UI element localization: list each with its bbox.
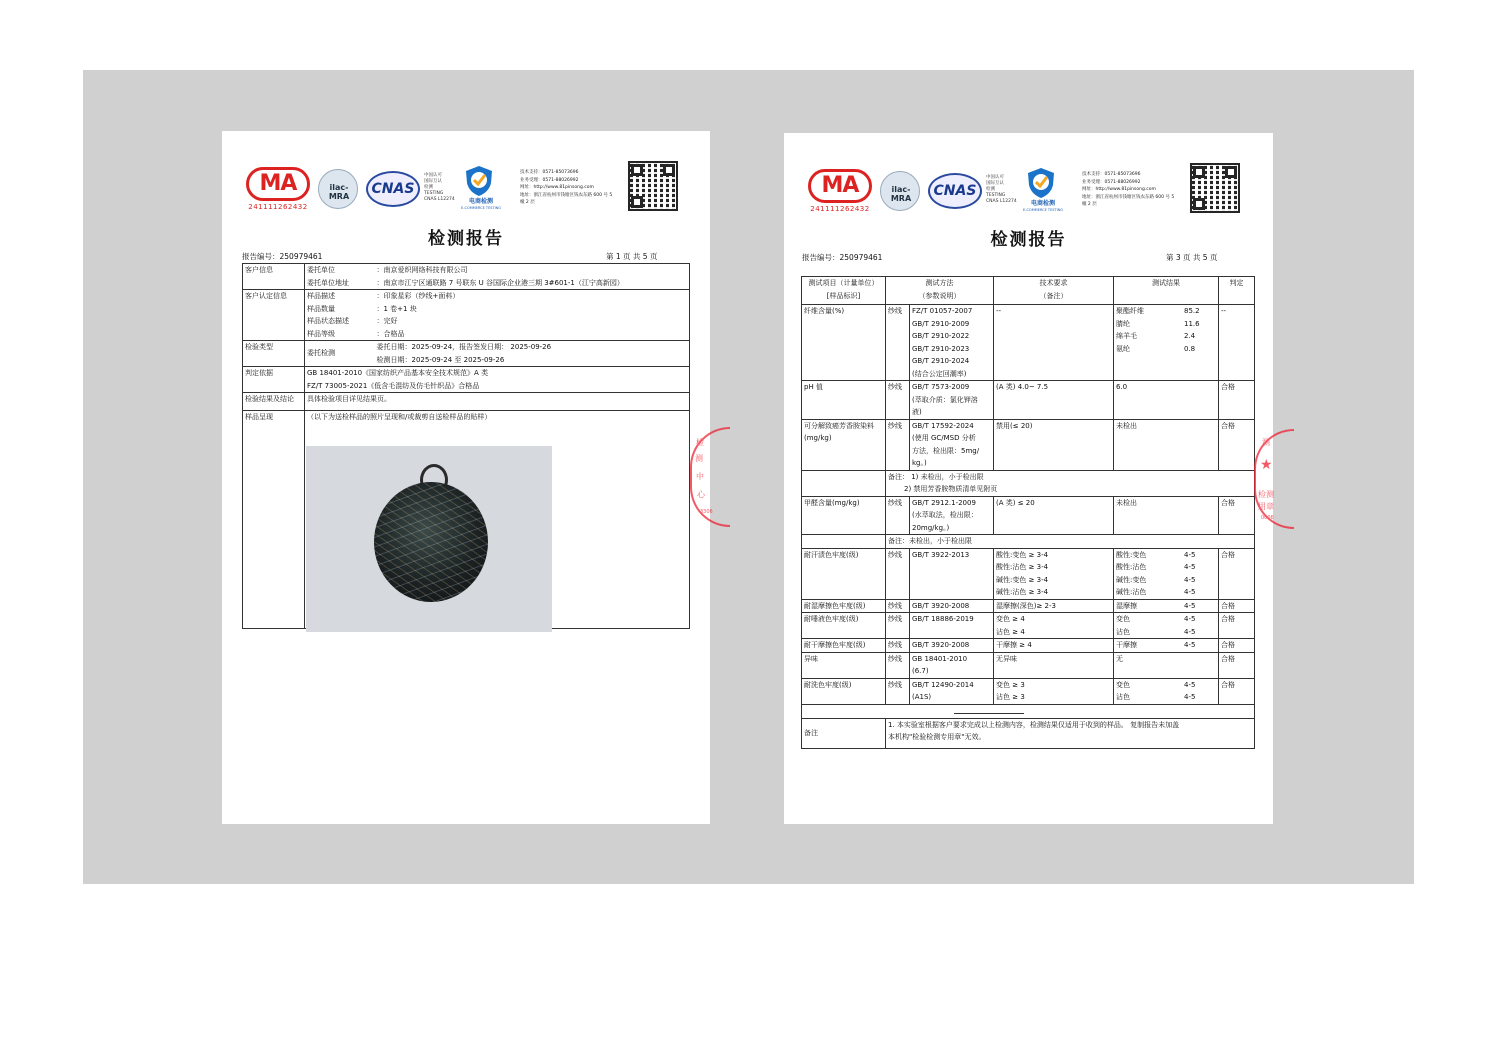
cnas-caption: 中国认可 国际互认 检测 TESTING CNAS L12274 [424,173,455,202]
test-result: 未检出 [1114,496,1219,535]
sample-id: 纱线 [886,548,910,599]
qr-code [1190,163,1240,213]
ecommerce-caption: 电商检测 E-COMMERCE TESTING [1022,200,1064,212]
cnas-logo: CNAS [928,173,982,209]
cma-logo: MA 241111262432 [246,167,310,215]
test-method: GB/T 7573-2009 (萃取介质：氯化钾溶 液) [910,381,994,420]
test-method: GB/T 18886-2019 [910,613,994,639]
test-item: 耐唾液色牢度(级) [802,613,886,639]
requirement: -- [994,305,1114,381]
test-item: 异味 [802,652,886,678]
test-method: GB/T 17592-2024 (使用 GC/MSD 分析 方法，检出限：5mg/ kg。) [910,419,994,470]
inspection-seal: 检 测 中 心 3306 [690,427,730,527]
sample-id: 纱线 [886,496,910,535]
client-info-table: 客户信息 委托单位 ：南京爱织网络科技有限公司 委托单位地址 ：南京市江宁区通联路 7 号联东 U 谷国际企业港三期 3#601-1（江宁高新园） 客户认定信息 样品描述 ：印象星彩（纱线+面料） 样品数量 ：1 卷+1 块 样品状态描述 ：完好 样品等级 ：合格品 检验类型 委托检测 委托日期：2025-09-24，报告签发日期： 2025-09-26 检测日期：2025-09-24 至 2025-09-26 判定依据 GB 18401-2010《国家纺织产品基本安全技术规范》A 类 FZ/T 73005-2021《低含毛混纺及仿毛针织品》合格品 检验结果及结论 具体检验项目详见结果页。 样品呈现 （以下为送检样品的照片呈现和/或裁剪自送检样品的贴样） [242,263,690,629]
requirement: 变色 ≥ 3 沾色 ≥ 3 [994,678,1114,704]
verdict: -- [1219,305,1255,381]
ecommerce-shield-icon [464,165,494,197]
test-item: 甲醛含量(mg/kg) [802,496,886,535]
result-row [802,678,1255,704]
result-row [802,548,1255,599]
result-row [802,613,1255,639]
cnas-logo: CNAS [366,171,420,207]
verdict: 合格 [1219,381,1255,420]
result-row [802,381,1255,420]
test-result: 无 [1114,652,1219,678]
report-number: 报告编号：250979461 [802,253,883,262]
inspection-seal: 测 ★ 检测 用章 0006 [1254,429,1294,529]
report-page-3 [784,133,1273,824]
test-method: GB/T 3920-2008 [910,639,994,653]
test-result: 变色 4-5 沾色 4-5 [1114,613,1219,639]
test-result: 变色 4-5 沾色 4-5 [1114,678,1219,704]
page-number: 第 3 页 共 5 页 [1166,253,1218,262]
requirement: 酸性:变色 ≥ 3-4 酸性:沾色 ≥ 3-4 碱性:变色 ≥ 3-4 碱性:沾色 ≥ 3-4 [994,548,1114,599]
test-result: 湿摩擦 4-5 [1114,599,1219,613]
result-row [802,419,1255,470]
report-page-1 [222,131,713,824]
ecommerce-caption: 电商检测 E-COMMERCE TESTING [460,198,502,210]
verdict: 合格 [1219,419,1255,470]
result-row [802,305,1255,381]
test-result: 酸性:变色 4-5 酸性:沾色 4-5 碱性:变色 4-5 碱性:沾色 4-5 [1114,548,1219,599]
sample-id: 纱线 [886,652,910,678]
test-item: 耐干摩擦色牢度(级) [802,639,886,653]
verdict: 合格 [1219,548,1255,599]
qr-code [628,161,678,211]
test-item: pH 值 [802,381,886,420]
header-logos [222,131,710,221]
sample-id: 纱线 [886,613,910,639]
sample-id: 纱线 [886,639,910,653]
requirement: 无异味 [994,652,1114,678]
sample-id: 纱线 [886,381,910,420]
test-item: 耐汗渍色牢度(级) [802,548,886,599]
result-row [802,496,1255,535]
cell-label: 客户信息 [243,264,305,290]
sample-id: 纱线 [886,419,910,470]
requirement: 禁用(≤ 20) [994,419,1114,470]
test-method: FZ/T 01057-2007 GB/T 2910-2009 GB/T 2910-2022 GB/T 2910-2023 GB/T 2910-2024 (结合公定回潮率) [910,305,994,381]
test-result: 聚酯纤维 85.2 腈纶 11.6 绵羊毛 2.4 氨纶 0.8 [1114,305,1219,381]
test-item: 纤维含量(%) [802,305,886,381]
result-row [802,639,1255,653]
requirement: (A 类) 4.0~ 7.5 [994,381,1114,420]
verdict: 合格 [1219,613,1255,639]
ilac-mra-logo: ilac-MRA [318,169,358,209]
test-method: GB/T 3922-2013 [910,548,994,599]
test-result: 干摩擦 4-5 [1114,639,1219,653]
page-number: 第 1 页 共 5 页 [606,252,658,261]
verdict: 合格 [1219,678,1255,704]
verdict: 合格 [1219,496,1255,535]
test-method: GB/T 3920-2008 [910,599,994,613]
verdict: 合格 [1219,639,1255,653]
verdict: 合格 [1219,599,1255,613]
test-item: 耐湿摩擦色牢度(级) [802,599,886,613]
requirement: 湿摩擦(深色)≥ 2-3 [994,599,1114,613]
remark-label: 备注 [802,718,886,748]
result-row [802,599,1255,613]
test-method: GB/T 12490-2014 (A1S) [910,678,994,704]
test-item: 耐洗色牢度(级) [802,678,886,704]
cnas-caption: 中国认可 国际互认 检测 TESTING CNAS L12274 [986,175,1017,204]
requirement: 干摩擦 ≥ 4 [994,639,1114,653]
test-item: 可分解致癌芳香胺染料(mg/kg) [802,419,886,470]
report-number: 报告编号：250979461 [242,252,323,261]
test-method: GB/T 2912.1-2009 (水萃取法，检出限： 20mg/kg。) [910,496,994,535]
ecommerce-shield-icon [1026,167,1056,199]
report-title: 检测报告 [990,230,1067,250]
sample-id: 纱线 [886,678,910,704]
ilac-mra-logo: ilac-MRA [880,171,920,211]
test-method: GB 18401-2010 (6.7) [910,652,994,678]
contact-info: 技术支持：0571-85073696 业务受理：0571-88026992 网址：http://www.81pinsong.com 地址：浙江省杭州市钱塘区钱农东路 600 号 5 幢 2 层 [520,170,613,205]
header-logos [784,133,1273,223]
test-result: 6.0 [1114,381,1219,420]
sample-id: 纱线 [886,599,910,613]
cma-logo: MA 241111262432 [808,169,872,217]
contact-info: 技术支持：0571-85073696 业务受理：0571-88026992 网址：http://www.81pinsong.com 地址：浙江省杭州市钱塘区钱农东路 600 号 5 幢 2 层 [1082,172,1175,207]
result-row [802,652,1255,678]
note-row: 备注： 1) 未检出，小于检出限 2) 禁用芳香胺物质清单见附页 [802,470,1255,496]
verdict: 合格 [1219,652,1255,678]
report-title: 检测报告 [428,229,504,249]
note-row: 备注：未检出，小于检出限 [802,535,1255,549]
sample-photo [306,446,552,632]
sample-id: 纱线 [886,305,910,381]
results-table: 测试项目（计量单位） [样品标识] 测试方法 （参数说明） 技术要求 （备注） 测试结果 判定 纤维含量(%) 纱线 FZ/T 01057-2007 GB/T 2910-2009 GB/T 2910-2022 GB/T 2910-2023 GB/T 2910-2024 (结合公定回潮率) -- 聚酯纤维 85.2 腈纶 11.6 绵羊毛 2.4 氨纶 0.8 -- pH 值 纱线 GB/T 7573-2009 (萃取介质：氯化钾溶 液) (A 类) 4.0~ 7.5 6.0 合格 可分解致癌芳香胺染料(mg/kg) 纱线 GB/T 17592-2024 (使用 GC/MSD 分析 方法，检出限：5mg/ kg。) 禁用(≤ 20) 未检出 合格 备注： 1) 未检出，小于检出限 2) 禁用芳香胺物质清单见附页 甲醛含量(mg/kg) 纱线 GB/T 2912.1-2009 (水萃取法，检出限： 20mg/kg。) (A 类) ≤ 20 未检出 合格 备注：未检出，小于检出限 耐汗渍色牢度(级) 纱线 GB/T 3922-2013 酸性:变色 ≥ 3-4 酸性:沾色 ≥ 3-4 碱性:变色 ≥ 3-4 碱性:沾色 ≥ 3-4 酸性:变色 4-5 酸性:沾色 4-5 碱性:变色 4-5 碱性:沾色 4-5 合格 耐湿摩擦色牢度(级) 纱线 GB/T 3920-2008 湿摩擦(深色)≥ 2-3 湿摩擦 4-5 合格 耐唾液色牢度(级) 纱线 GB/T 18886-2019 变色 ≥ 4 沾色 ≥ 4 变色 4-5 沾色 4-5 合格 耐干摩擦色牢度(级) 纱线 GB/T 3920-2008 干摩擦 ≥ 4 干摩擦 4-5 合格 异味 纱线 GB 18401-2010 (6.7) 无异味 无 合格 耐洗色牢度(级) 纱线 GB/T 12490-2014 (A1S) 变色 ≥ 3 沾色 ≥ 3 变色 4-5 沾色 4-5 合格 备注 1. 本实验室根据客户要求完成以上检测内容，检测结果仅适用于收到的样品。 复制报告未加盖 本机构"检验检测专用章"无效。 [801,276,1255,749]
requirement: 变色 ≥ 4 沾色 ≥ 4 [994,613,1114,639]
requirement: (A 类) ≤ 20 [994,496,1114,535]
test-result: 未检出 [1114,419,1219,470]
